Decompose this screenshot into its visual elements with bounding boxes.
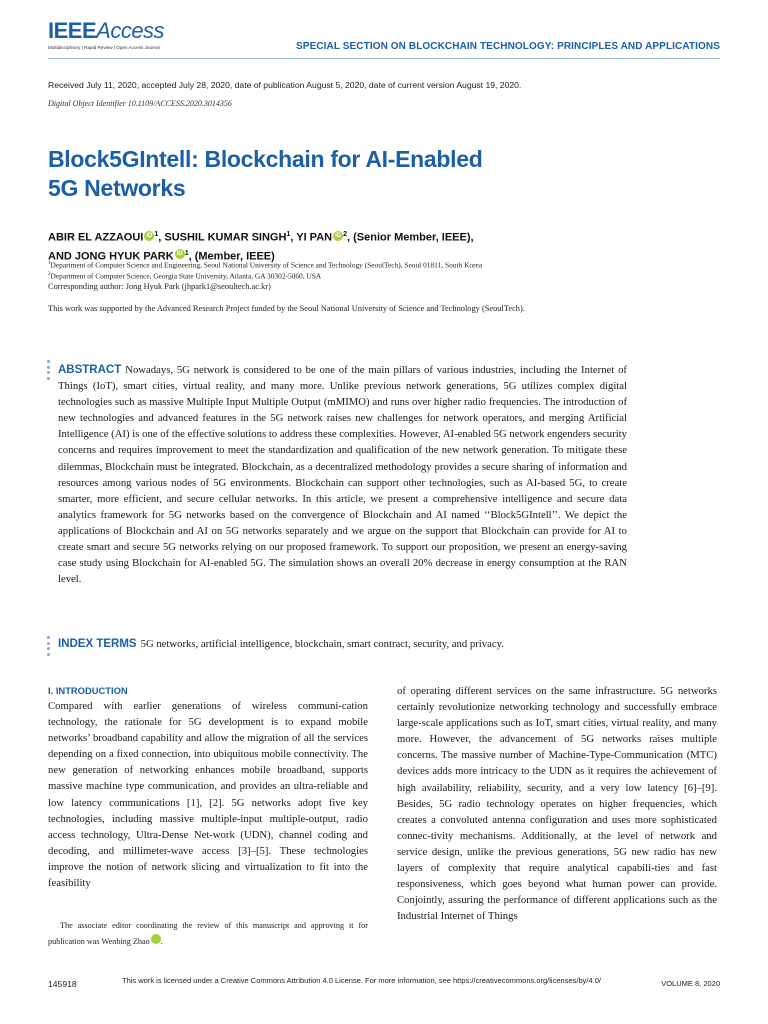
special-section-title: SPECIAL SECTION ON BLOCKCHAIN TECHNOLOGY: PRINCIPLES AND APPLICATIONS [296,41,720,52]
author-line-2: AND JONG HYUK PARK iD $^1$, (Member, IEEE) [48,249,275,263]
orcid-icon[interactable]: iD [176,251,183,258]
affiliation-2: $^2$Department of Computer Science, Georgia State University, Atlanta, GA 30302-5060, USA [48,271,322,281]
orcid-icon[interactable]: iD [146,232,153,239]
author-membership: (Member, IEEE) [194,250,275,263]
paper-title-line-2: 5G Networks [48,175,186,201]
received-dates: Received July 11, 2020, accepted July 28, 2020, date of publication August 5, 2020, date of current version August 19, 2020. [48,80,522,90]
section-heading-introduction: I. INTRODUCTION [48,685,128,696]
page-number: 145918 [48,979,77,989]
affiliations [48,259,482,282]
paper-title [48,145,648,203]
journal-logo [48,20,178,51]
index-terms-label: INDEX TERMS [58,638,137,650]
index-terms-text: 5G networks, artificial intelligence, blockchain, smart contract, security, and privacy. [140,638,504,650]
corresponding-author: Corresponding author: Jong Hyuk Park (jhpark1@seoultech.ac.kr) [48,282,271,291]
volume-label: VOLUME 8, 2020 [661,979,720,988]
header-divider [48,58,720,59]
left-column [48,684,368,891]
logo-tagline: Multidisciplinary | Rapid Review | Open Access Journal [48,45,160,50]
intro-paragraph-right: of operating different services on the same infrastructure. 5G networks certainly revolutionize networking technology and successfully embrace large-scale applications such as IoT, smart cities, virtual reality, and many more. However, the advancement of 5G networks raises multiple concerns. The massive number of Machine-Type-Communication (MTC) devices adds more intricacy to the UDN as it requires the achievement of high availability, reliability, security, and a very low latency [6]–[9]. Besides, 5G radio technology operates on higher frequencies, which creates a convoluted antenna configuration and uses more sophisticated connec-tivity mechanisms. Additionally, at the level of network and service design, unlike the previous generations, 5G new radio has new layers of complexity that require analytical capabili-ties and fast responsiveness, which goes beyond what human power can provide. Conjointly, assuring the performance of different applications such as the Industrial Internet of Things [397,685,717,923]
author-membership: (Senior Member, IEEE), [353,231,474,244]
affiliation-1: $^1$Department of Computer Science and Engineering, Seoul National University of Science and Technology (SeoulTech), Seoul 01811, South Korea [48,260,483,270]
author-name: SUSHIL KUMAR SINGH [164,231,287,244]
orcid-icon[interactable]: iD [335,232,342,239]
doi: Digital Object Identifier 10.1109/ACCESS.2020.3014356 [48,99,232,108]
author-name: ABIR EL AZZAOUI [48,231,144,244]
abstract-text: Nowadays, 5G network is considered to be one of the main pillars of various industries, including the Internet of Things (IoT), smart cities, virtual reality, and many more. Unlike previous network generations, 5G utilizes complex digital technologies such as massive Multiple Input Multiple Output (mMIMO) and runs over higher radio frequencies. The introduction of new technologies and advanced features in the 5G network raises new challenges for network operators, and merging Artificial Intelligence (AI) is one of the effective solutions to address these complexities. However, AI-enabled 5G network engenders security concerns and requires improvement to meet the standardization and qualification of the new network generation. To mitigate these dilemmas, Blockchain must be integrated. Blockchain, as a decentralized methodology provides a secure sharing of information and resources among various nodes of 5G environments. Blockchain can support other technologies, such as AI-based 5G, to create smarter, more efficient, and secure cellular networks. In this article, we present a comprehensive intelligence and secure data analytics framework for 5G networks based on the convergence of Blockchain and AI named ‘‘Block5GIntell’’. We depict the applications of Blockchain and AI on 5G networks separately and we argue on the support that Blockchain can provide for AI to create smart and secure 5G networks relying on our proposed framework. To support our proposition, we present an energy-saving case study using Blockchain for AI-enabled 5G. The simulation shows an overall 20% decrease in energy consumption at the RAN level. [58,364,627,586]
editor-footnote: The associate editor coordinating the review of this manuscript and approving it for publication was Wenbing Zhao iD. [48,921,368,946]
abstract-dots-icon [47,360,51,382]
orcid-icon[interactable]: iD [151,934,161,944]
index-terms [58,636,658,652]
abstract-label: ABSTRACT [58,364,122,376]
abstract [58,362,627,587]
logo-wordmark: IEEEAccess [48,18,165,43]
author-name: YI PAN [296,231,333,244]
index-terms-dots-icon [47,636,51,658]
paper-title-line-1: Block5GIntell: Blockchain for AI-Enabled [48,146,483,172]
right-column [397,683,717,924]
intro-paragraph-left: Compared with earlier generations of wireless communi-cation technology, the rationale for 5G development is to expand mobile networks’ broadband capability and allow the migration of all the services depending on a fixed connection, into ubiquitous mobile connectivity. The new generation of networking enhances mobile broadband, supports massive machine type communication, and provides an ultra-reliable and low latency communications [1], [2]. 5G networks adopt five key technologies, including massive multiple-input multiple-output, radio access technology, Ultra-Dense Net-work (UDN), channel coding and decoding, and millimeter-wave access [3]–[5]. These technologies improve the notion of network slicing and virtualization to fit into the feasibility [48,700,368,890]
license-notice[interactable]: This work is licensed under a Creative Commons Attribution 4.0 License. For more information, see https://creativecommons.org/licenses/by/4.0/ [122,976,601,985]
author-line-1: ABIR EL AZZAOUI iD $^1$, SUSHIL KUMAR SINGH$^1$, YI PAN iD $^2$, (Senior Member, IEEE), [48,231,474,244]
funding-statement: This work was supported by the Advanced Research Project funded by the Seoul National University of Science and Technology (SeoulTech). [48,304,525,313]
author-name: AND JONG HYUK PARK [48,250,174,263]
